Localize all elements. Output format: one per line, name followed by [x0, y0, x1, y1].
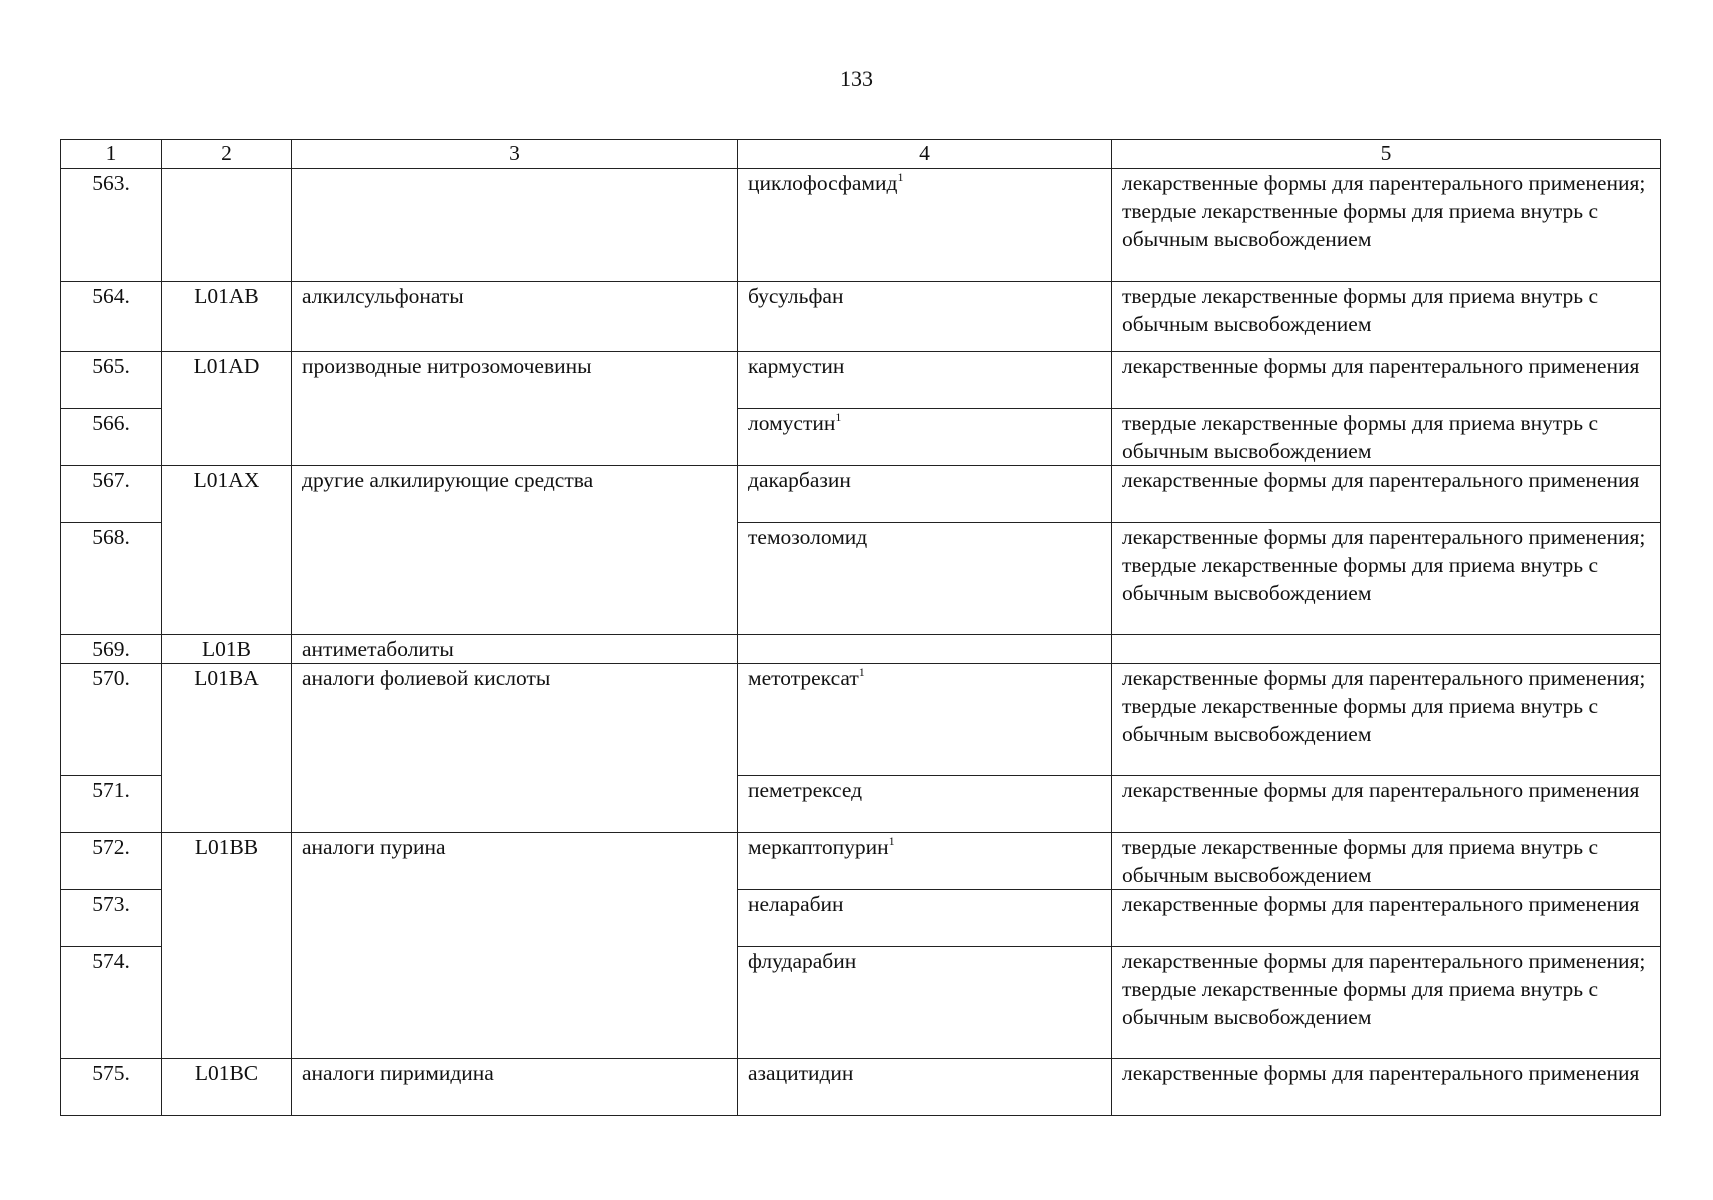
page-number: 133: [840, 66, 873, 91]
drug-name: [738, 890, 1112, 947]
form-line: твердые лекарственные формы для приема внутрь с обычным высвобождением: [1122, 411, 1598, 463]
row-number: 572.: [61, 833, 162, 890]
dosage-forms: [1112, 352, 1661, 409]
col-header-1: 1: [61, 140, 162, 169]
drug-name-text: кармустин: [748, 354, 845, 378]
dosage-forms: [1112, 409, 1661, 466]
row-number: 566.: [61, 409, 162, 466]
footnote-mark: 1: [835, 410, 842, 424]
group-name: аналоги пиримидина: [292, 1059, 738, 1116]
row-number: 567.: [61, 466, 162, 523]
group-name: антиметаболиты: [292, 635, 738, 664]
form-line: лекарственные формы для парентерального применения: [1122, 468, 1640, 492]
dosage-forms: [1112, 1059, 1661, 1116]
dosage-forms: [1112, 169, 1661, 282]
table-row: [61, 282, 1661, 352]
col-header-2: 2: [162, 140, 292, 169]
drug-name-text: бусульфан: [748, 284, 844, 308]
row-number: 564.: [61, 282, 162, 352]
footnote-mark: 1: [888, 834, 895, 848]
form-line: твердые лекарственные формы для приема внутрь с обычным высвобождением: [1122, 199, 1598, 251]
drug-name: [738, 664, 1112, 776]
atc-code: L01BB: [162, 833, 292, 1059]
group-name: другие алкилирующие средства: [292, 466, 738, 635]
drug-name: [738, 1059, 1112, 1116]
drug-name-text: ломустин: [748, 411, 836, 435]
table-row: [61, 635, 1661, 664]
col-header-5: 5: [1112, 140, 1661, 169]
atc-code: L01B: [162, 635, 292, 664]
drug-name: [738, 523, 1112, 635]
row-number: 574.: [61, 947, 162, 1059]
dosage-forms: [1112, 523, 1661, 635]
footnote-mark: 1: [858, 665, 865, 679]
drug-name-text: флударабин: [748, 949, 857, 973]
group-name: алкилсульфонаты: [292, 282, 738, 352]
drug-name: [738, 635, 1112, 664]
table-row: [61, 833, 1661, 890]
row-number: 563.: [61, 169, 162, 282]
drug-name: [738, 169, 1112, 282]
drug-name: [738, 409, 1112, 466]
drug-name-text: темозоломид: [748, 525, 868, 549]
atc-code: L01BC: [162, 1059, 292, 1116]
atc-code: L01AD: [162, 352, 292, 466]
drug-name-text: циклофосфамид: [748, 171, 898, 195]
drug-name-text: дакарбазин: [748, 468, 851, 492]
atc-code: [162, 169, 292, 282]
form-line: лекарственные формы для парентерального применения: [1122, 1061, 1640, 1085]
form-line: лекарственные формы для парентерального применения;: [1122, 949, 1646, 973]
row-number: 573.: [61, 890, 162, 947]
form-line: твердые лекарственные формы для приема внутрь с обычным высвобождением: [1122, 835, 1598, 887]
dosage-forms: [1112, 282, 1661, 352]
row-number: 565.: [61, 352, 162, 409]
form-line: лекарственные формы для парентерального применения;: [1122, 666, 1646, 690]
dosage-forms: [1112, 466, 1661, 523]
atc-code: L01AB: [162, 282, 292, 352]
col-header-4: 4: [738, 140, 1112, 169]
footnote-mark: 1: [897, 170, 904, 184]
form-line: твердые лекарственные формы для приема внутрь с обычным высвобождением: [1122, 284, 1598, 336]
table-row: [61, 664, 1661, 776]
dosage-forms: [1112, 833, 1661, 890]
table-row: [61, 1059, 1661, 1116]
row-number: 570.: [61, 664, 162, 776]
drug-table: [60, 139, 1661, 1116]
col-header-3: 3: [292, 140, 738, 169]
row-number: 571.: [61, 776, 162, 833]
header-row: [61, 140, 1661, 169]
row-number: 575.: [61, 1059, 162, 1116]
dosage-forms: [1112, 890, 1661, 947]
dosage-forms: [1112, 776, 1661, 833]
drug-name-text: метотрексат: [748, 666, 859, 690]
form-line: лекарственные формы для парентерального применения;: [1122, 171, 1646, 195]
group-name: аналоги фолиевой кислоты: [292, 664, 738, 833]
form-line: твердые лекарственные формы для приема внутрь с обычным высвобождением: [1122, 553, 1598, 605]
group-name: производные нитрозомочевины: [292, 352, 738, 466]
dosage-forms: [1112, 664, 1661, 776]
dosage-forms: [1112, 947, 1661, 1059]
drug-name-text: неларабин: [748, 892, 844, 916]
form-line: лекарственные формы для парентерального применения: [1122, 354, 1640, 378]
atc-code: L01AX: [162, 466, 292, 635]
drug-name-text: пеметрексед: [748, 778, 863, 802]
form-line: твердые лекарственные формы для приема внутрь с обычным высвобождением: [1122, 977, 1598, 1029]
group-name: [292, 169, 738, 282]
form-line: лекарственные формы для парентерального применения: [1122, 892, 1640, 916]
table-row: [61, 352, 1661, 409]
drug-name: [738, 282, 1112, 352]
drug-name: [738, 466, 1112, 523]
drug-name-text: азацитидин: [748, 1061, 854, 1085]
row-number: 568.: [61, 523, 162, 635]
group-name: аналоги пурина: [292, 833, 738, 1059]
form-line: лекарственные формы для парентерального применения;: [1122, 525, 1646, 549]
drug-name: [738, 776, 1112, 833]
dosage-forms: [1112, 635, 1661, 664]
atc-code: L01BA: [162, 664, 292, 833]
drug-name: [738, 352, 1112, 409]
drug-name-text: меркаптопурин: [748, 835, 889, 859]
form-line: твердые лекарственные формы для приема внутрь с обычным высвобождением: [1122, 694, 1598, 746]
drug-name: [738, 947, 1112, 1059]
table-row: [61, 169, 1661, 282]
row-number: 569.: [61, 635, 162, 664]
form-line: лекарственные формы для парентерального применения: [1122, 778, 1640, 802]
drug-name: [738, 833, 1112, 890]
table-row: [61, 466, 1661, 523]
